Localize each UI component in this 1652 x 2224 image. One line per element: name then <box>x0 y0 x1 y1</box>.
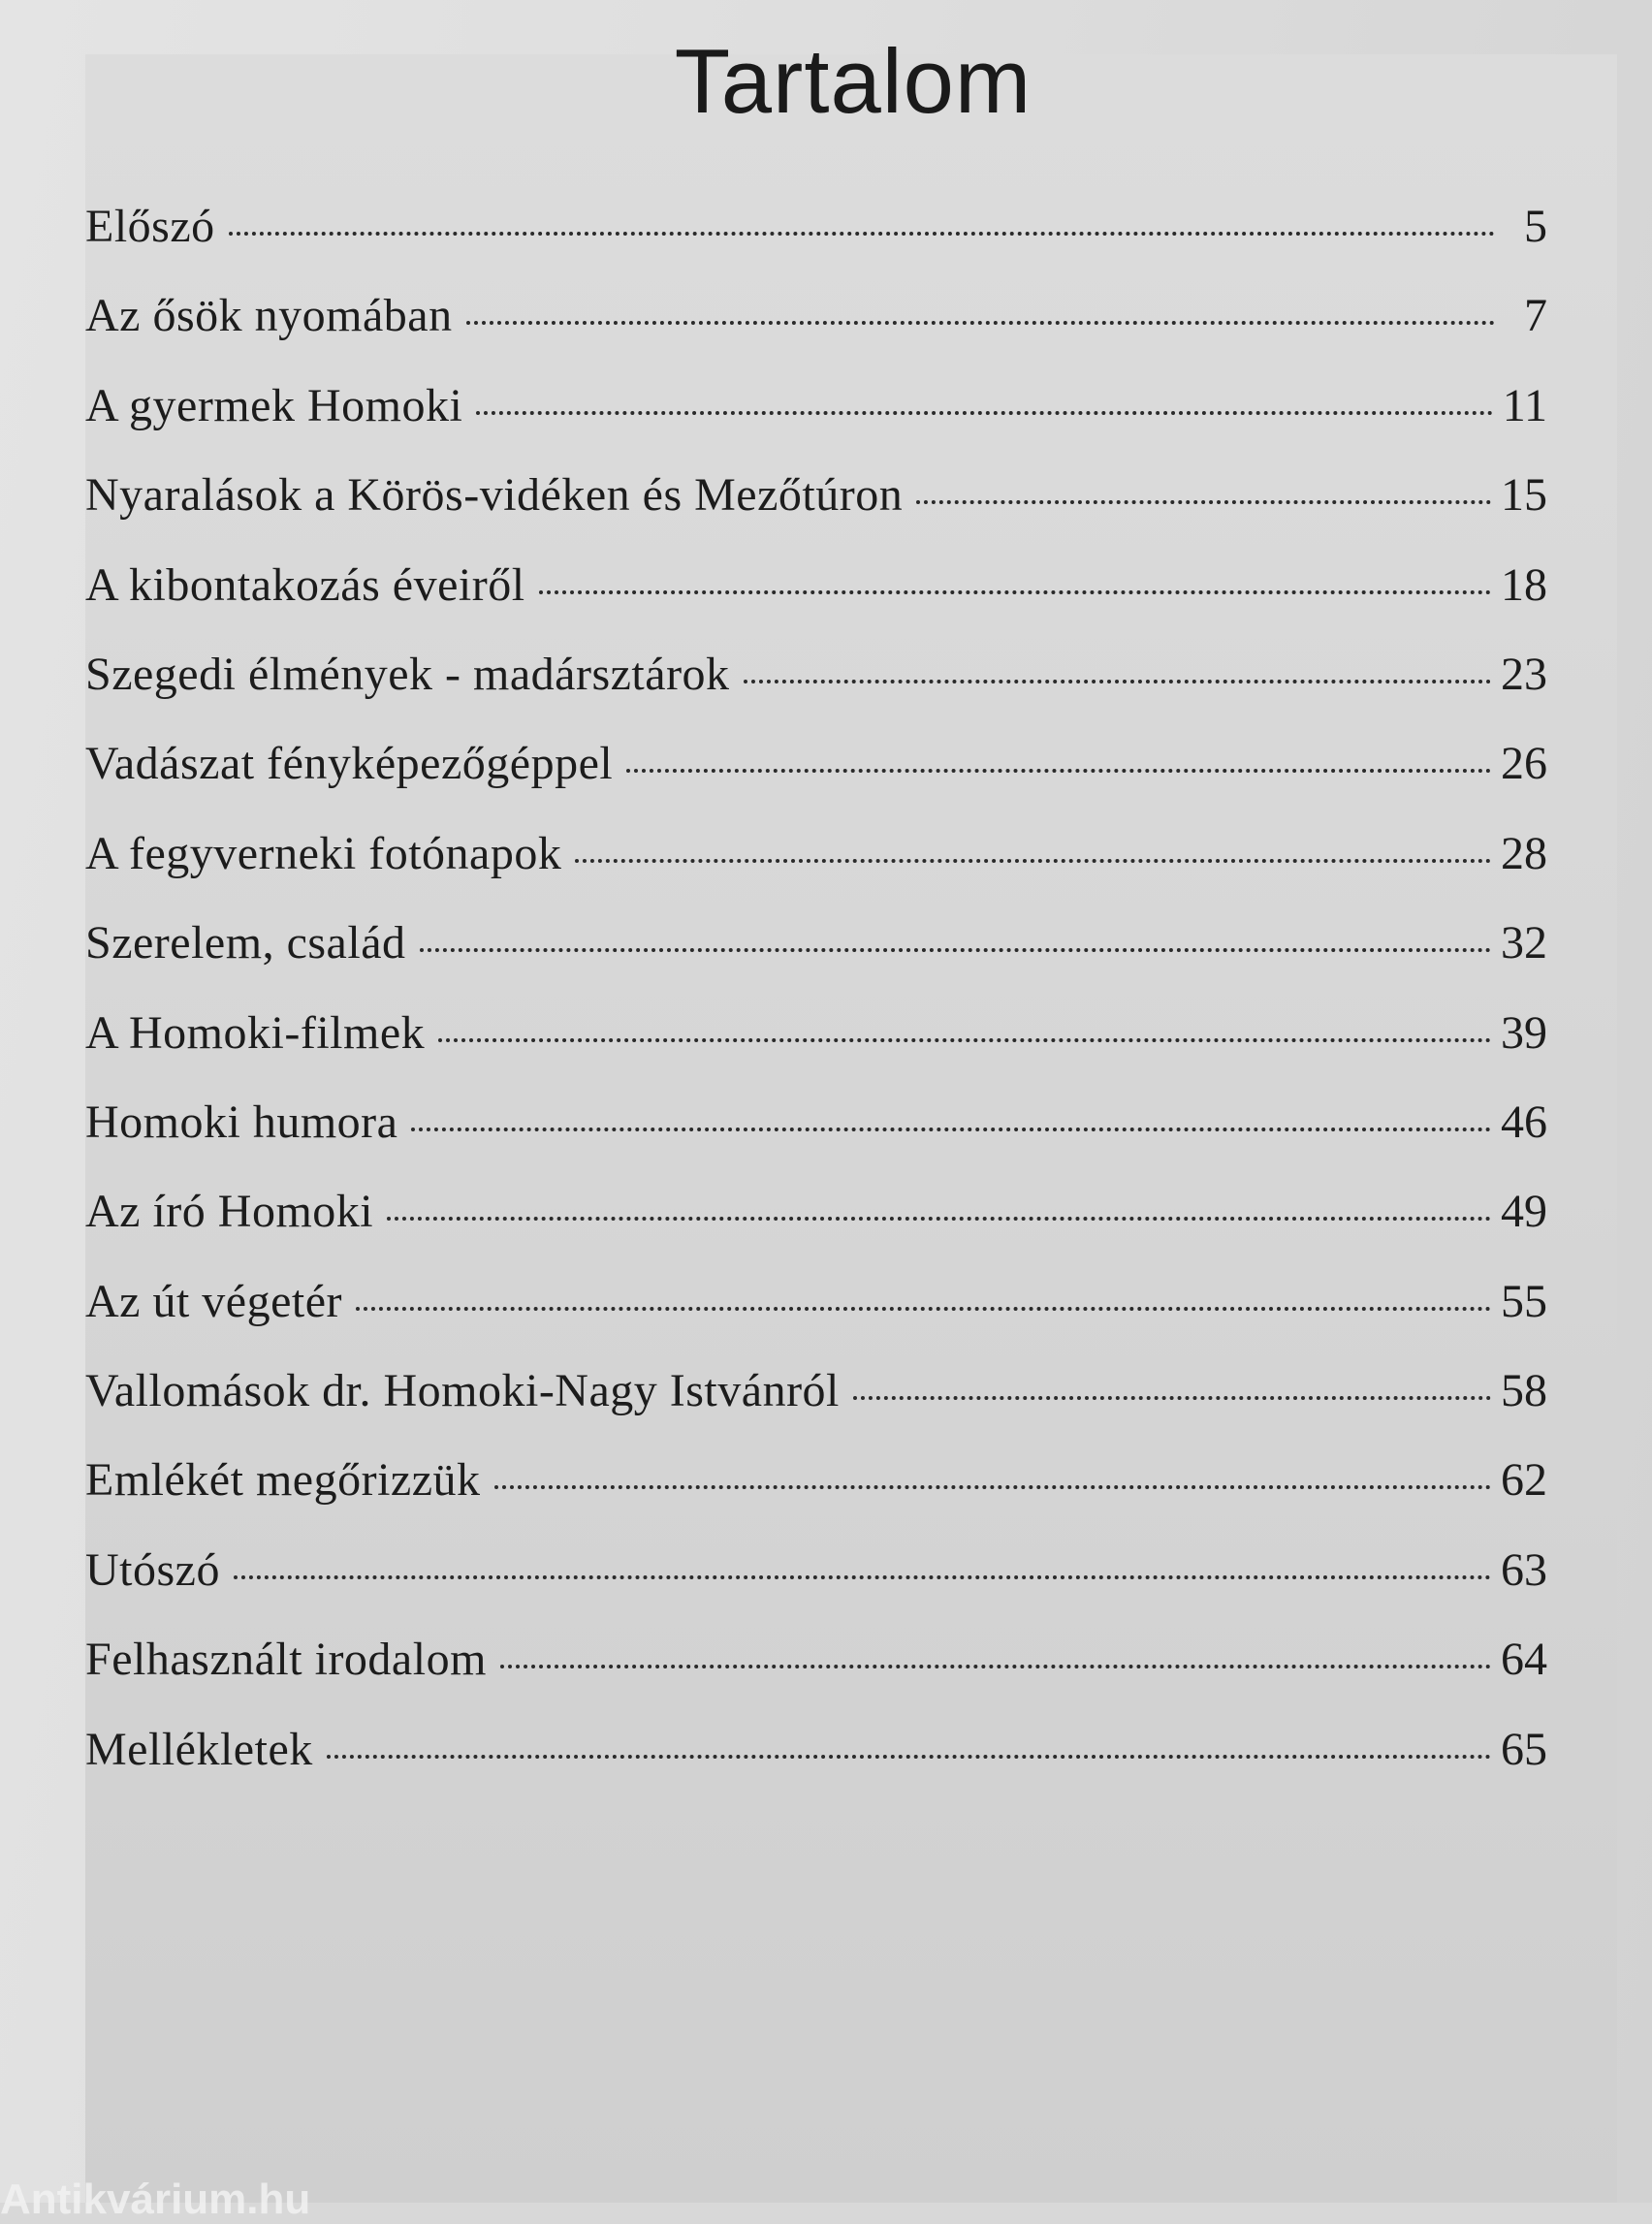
toc-entry-page: 5 <box>1524 201 1547 252</box>
toc-entry-title: Vallomások dr. Homoki-Nagy Istvánról <box>85 1365 840 1417</box>
toc-entry-title: Emlékét megőrizzük <box>85 1454 481 1507</box>
toc-entry-title: Előszó <box>85 201 215 252</box>
toc-entry <box>85 737 1547 826</box>
toc-entry-page: 64 <box>1501 1634 1547 1686</box>
watermark: Antikvárium.hu <box>0 2176 311 2223</box>
toc-entry-title: Utószó <box>85 1543 220 1596</box>
toc-entry-page: 49 <box>1501 1186 1547 1238</box>
toc-entry <box>85 468 1547 557</box>
toc-entry <box>85 558 1547 648</box>
toc-entry <box>85 1543 1547 1633</box>
toc-entry-title: Szegedi élmények - madársztárok <box>85 648 730 700</box>
toc-entry <box>85 1364 1547 1453</box>
toc-entry-page: 62 <box>1501 1454 1547 1507</box>
dot-leader <box>234 1575 1491 1579</box>
toc-entry <box>85 827 1547 916</box>
toc-entry <box>85 289 1547 378</box>
dot-leader <box>229 232 1495 236</box>
toc-entry-page: 55 <box>1501 1275 1547 1327</box>
toc-entry <box>85 1096 1547 1185</box>
toc-entry-title: Az ősök nyomában <box>85 290 453 342</box>
dot-leader <box>500 1665 1491 1668</box>
dot-leader <box>327 1755 1491 1759</box>
toc-entry-title: A fegyverneki fotónapok <box>85 827 562 879</box>
toc-entry-page: 26 <box>1501 738 1547 790</box>
toc-entry <box>85 648 1547 737</box>
dot-leader <box>411 1128 1491 1131</box>
toc-entry <box>85 1275 1547 1364</box>
dot-leader <box>438 1038 1491 1042</box>
toc-entry-title: A kibontakozás éveiről <box>85 558 525 611</box>
toc-entry-page: 28 <box>1501 827 1547 879</box>
toc-entry-title: A Homoki-filmek <box>85 1006 426 1059</box>
toc-entry-page: 32 <box>1501 917 1547 969</box>
dot-leader <box>387 1217 1491 1221</box>
dot-leader <box>356 1307 1491 1311</box>
dot-leader <box>916 500 1491 504</box>
toc-entry <box>85 916 1547 1005</box>
toc-entry <box>85 379 1547 468</box>
toc-entry-title: Homoki humora <box>85 1096 398 1148</box>
toc-entry-title: Az író Homoki <box>85 1186 374 1238</box>
toc-entry-title: Mellékletek <box>85 1723 313 1775</box>
toc-entry-page: 7 <box>1524 290 1547 342</box>
toc-entry-title: Nyaralások a Körös-vidéken és Mezőtúron <box>85 469 904 522</box>
dot-leader <box>626 769 1491 773</box>
toc-entry-page: 39 <box>1501 1006 1547 1059</box>
dot-leader <box>853 1396 1491 1400</box>
dot-leader <box>420 948 1492 952</box>
toc-entry-title: Vadászat fényképezőgéppel <box>85 738 614 790</box>
dot-leader <box>744 680 1491 683</box>
toc-entry <box>85 1453 1547 1542</box>
dot-leader <box>575 859 1491 863</box>
toc-entry-title: Szerelem, család <box>85 917 406 969</box>
toc-entry-page: 65 <box>1501 1723 1547 1775</box>
toc-entry-title: Felhasznált irodalom <box>85 1634 487 1686</box>
toc-entry-page: 46 <box>1501 1096 1547 1148</box>
toc-entry <box>85 1185 1547 1274</box>
toc-entry <box>85 1633 1547 1722</box>
dot-leader <box>476 411 1493 415</box>
toc-entry-page: 11 <box>1502 379 1547 431</box>
toc-entry <box>85 1006 1547 1096</box>
toc-entry-page: 58 <box>1501 1365 1547 1417</box>
dot-leader <box>466 321 1495 325</box>
toc-entry-title: A gyermek Homoki <box>85 379 463 431</box>
page-title: Tartalom <box>674 30 1032 132</box>
toc-entry <box>85 200 1547 289</box>
toc-entry-page: 63 <box>1501 1543 1547 1596</box>
toc-entry-title: Az út végetér <box>85 1275 343 1327</box>
toc-entry-page: 18 <box>1501 558 1547 611</box>
dot-leader <box>539 590 1491 594</box>
toc-entry-page: 23 <box>1501 648 1547 700</box>
dot-leader <box>494 1485 1491 1489</box>
table-of-contents <box>85 200 1547 1812</box>
toc-entry <box>85 1723 1547 1812</box>
toc-entry-page: 15 <box>1501 469 1547 522</box>
